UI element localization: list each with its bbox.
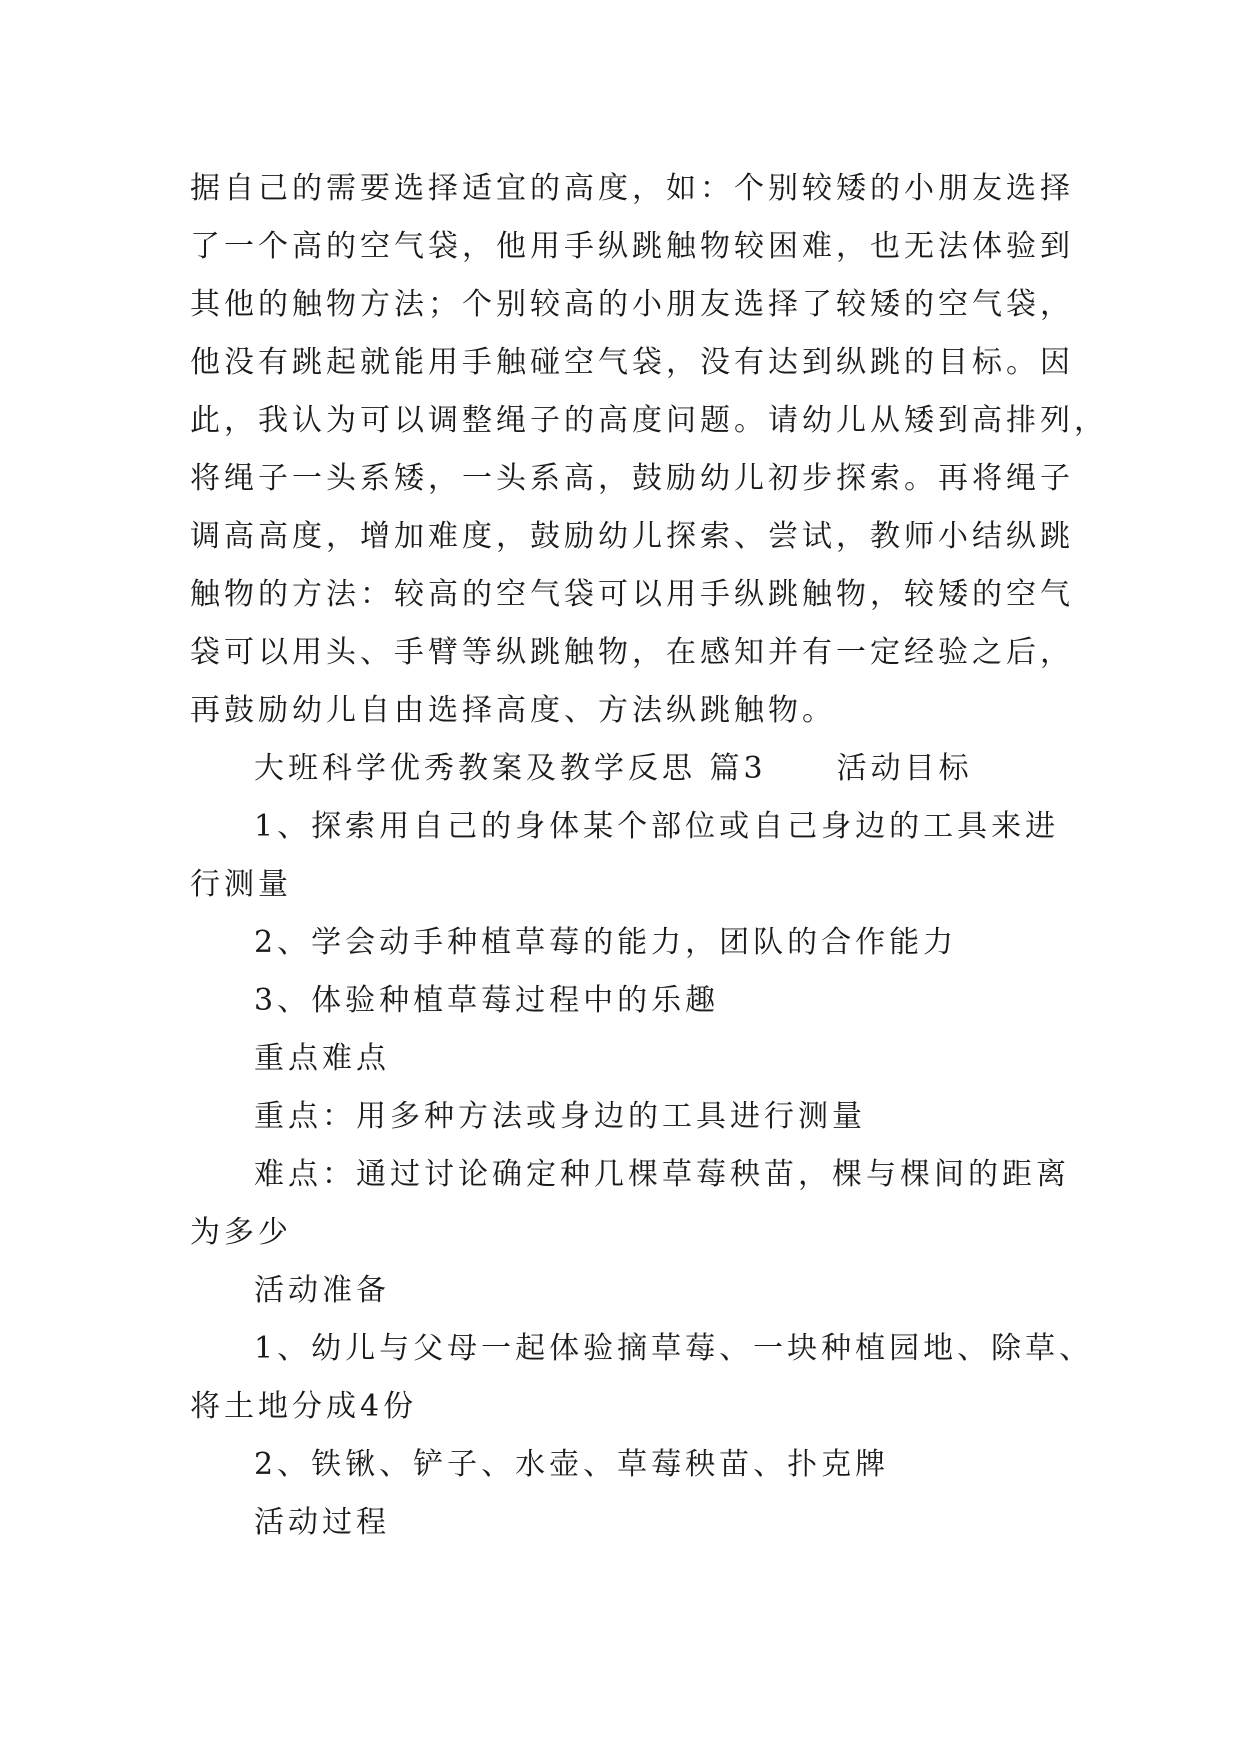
goal-item: 3、体验种植草莓过程中的乐趣 <box>254 983 720 1018</box>
body-text-line: 了一个高的空气袋，他用手纵跳触物较困难，也无法体验到 <box>190 229 1074 264</box>
difficulty-point: 难点：通过讨论确定种几棵草莓秧苗，棵与棵间的距离 <box>254 1157 1070 1192</box>
body-text-line: 其他的触物方法；个别较高的小朋友选择了较矮的空气袋， <box>190 287 1074 322</box>
goal-item: 1、探索用自己的身体某个部位或自己身边的工具来进 <box>254 809 1060 844</box>
body-text-line: 调高高度，增加难度，鼓励幼儿探索、尝试，教师小结纵跳 <box>190 519 1074 554</box>
body-text-line: 再鼓励幼儿自由选择高度、方法纵跳触物。 <box>190 693 836 728</box>
goal-item-continuation: 行测量 <box>190 867 292 902</box>
body-text-line: 他没有跳起就能用手触碰空气袋，没有达到纵跳的目标。因 <box>190 345 1074 380</box>
preparation-item: 1、幼儿与父母一起体验摘草莓、一块种植园地、除草、 <box>254 1331 1094 1366</box>
body-text-line: 将绳子一头系矮，一头系高，鼓励幼儿初步探索。再将绳子 <box>190 461 1074 496</box>
body-text-line: 袋可以用头、手臂等纵跳触物，在感知并有一定经验之后， <box>190 635 1074 670</box>
section-subtitle: 活动目标 <box>836 751 973 786</box>
process-heading: 活动过程 <box>254 1505 390 1540</box>
body-text-line: 据自己的需要选择适宜的高度，如：个别较矮的小朋友选择 <box>190 171 1074 206</box>
preparation-item: 2、铁锹、铲子、水壶、草莓秧苗、扑克牌 <box>254 1447 890 1482</box>
key-point: 重点：用多种方法或身边的工具进行测量 <box>254 1099 866 1134</box>
preparation-item-continuation: 将土地分成4份 <box>190 1389 418 1424</box>
section-heading-line <box>190 740 1070 798</box>
section-title: 大班科学优秀教案及教学反思 篇3 <box>254 751 767 786</box>
body-text-line: 此，我认为可以调整绳子的高度问题。请幼儿从矮到高排列， <box>190 403 1108 438</box>
document-page <box>190 160 1108 1552</box>
goal-item: 2、学会动手种植草莓的能力，团队的合作能力 <box>254 925 958 960</box>
key-points-heading: 重点难点 <box>254 1041 390 1076</box>
body-text-line: 触物的方法：较高的空气袋可以用手纵跳触物，较矮的空气 <box>190 577 1074 612</box>
preparation-heading: 活动准备 <box>254 1273 390 1308</box>
difficulty-point-continuation: 为多少 <box>190 1215 292 1250</box>
